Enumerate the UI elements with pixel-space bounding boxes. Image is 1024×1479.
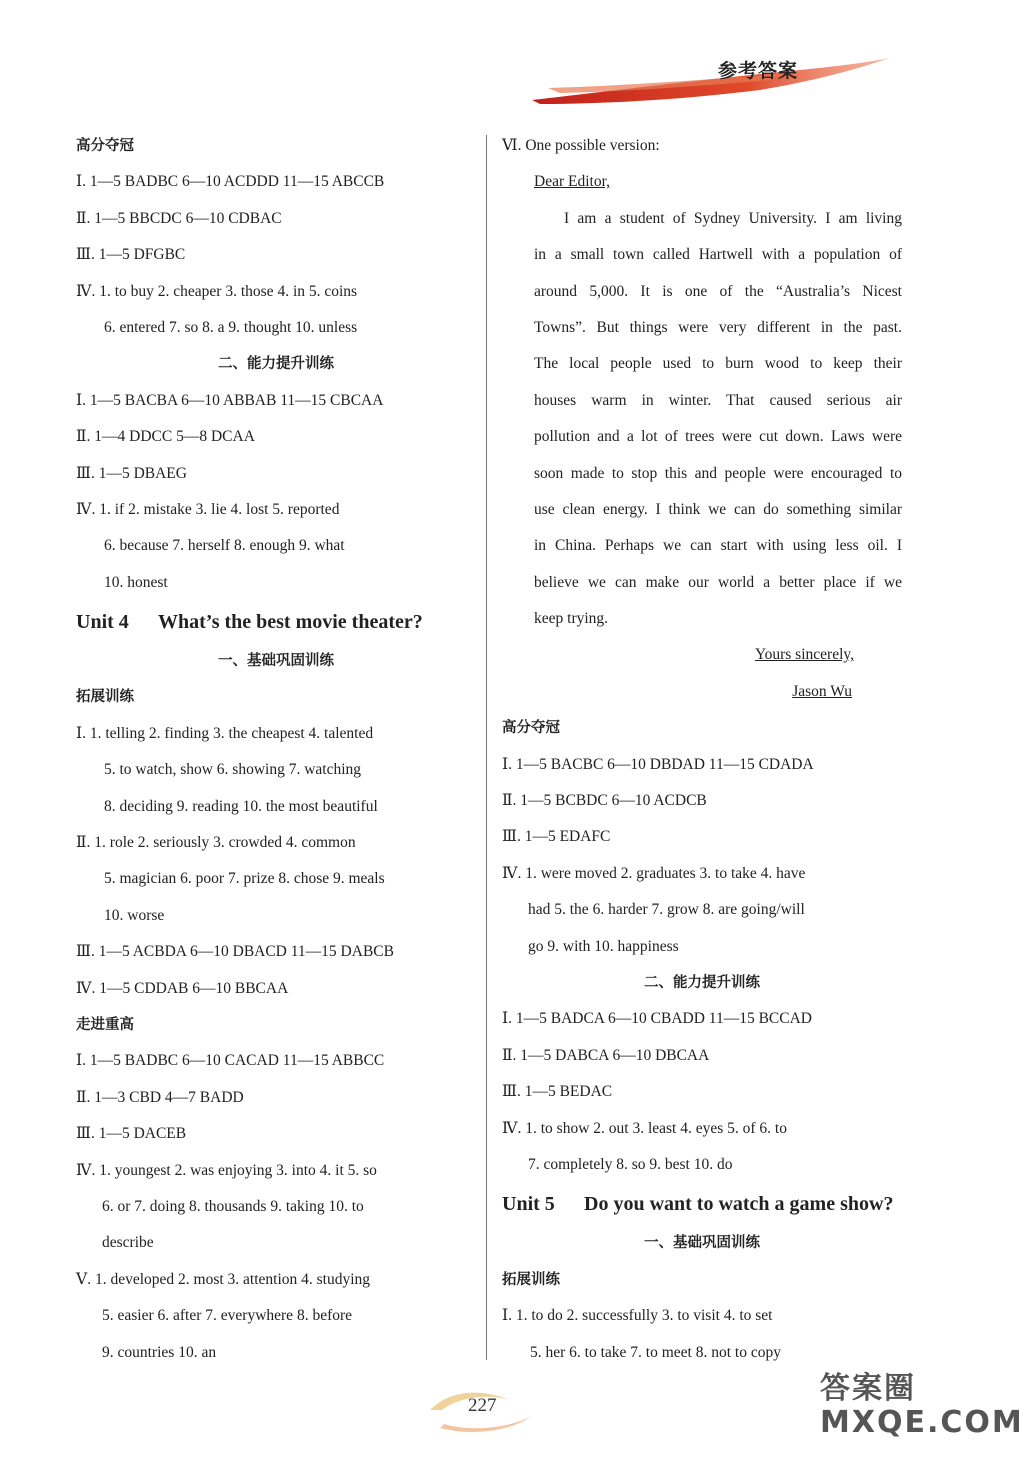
answer-row: Ⅰ. 1—5 BADCA 6—10 CBADD 11—15 BCCAD (502, 1010, 812, 1028)
section-label: 拓展训练 (502, 1271, 560, 1288)
letter-line: use clean energy. I think we can do something similar (534, 500, 902, 518)
answer-row: Ⅳ. 1—5 CDDAB 6—10 BBCAA (76, 979, 289, 997)
subsection-heading: 一、基础巩固训练 (644, 1235, 760, 1252)
answer-row-continued: 5. her 6. to take 7. to meet 8. not to copy (530, 1343, 781, 1361)
right-column (502, 128, 902, 1371)
answer-row-continued: 6. because 7. herself 8. enough 9. what (104, 537, 345, 555)
section-label: 高分夺冠 (76, 138, 134, 154)
answer-row-continued: 6. or 7. doing 8. thousands 9. taking 10. to (102, 1197, 364, 1215)
answer-row: Ⅲ. 1—5 DACEB (76, 1125, 187, 1143)
column-divider (486, 135, 487, 1360)
page-header (0, 0, 1000, 130)
answer-row: Ⅱ. 1—3 CBD 4—7 BADD (76, 1088, 244, 1106)
unit-heading (502, 1183, 902, 1225)
letter-line: around 5,000. It is one of the “Australia’s Nicest (534, 282, 902, 300)
answer-row: Ⅲ. 1—5 ACBDA 6—10 DBACD 11—15 DABCB (76, 943, 394, 961)
answer-row: Ⅰ. 1. to do 2. successfully 3. to visit 4. to set (502, 1307, 773, 1325)
unit-title: What’s the best movie theater? (158, 611, 423, 634)
letter-line: keep trying. (534, 610, 609, 628)
answer-row: Ⅰ. 1—5 BACBC 6—10 DBDAD 11—15 CDADA (502, 755, 814, 773)
answer-row-continued: 9. countries 10. an (102, 1343, 217, 1361)
section-label: 走进重高 (76, 1016, 134, 1033)
letter-line: houses warm in winter. That caused serious air (534, 391, 902, 409)
section-label: 高分夺冠 (502, 720, 560, 737)
watermark (820, 1372, 1024, 1440)
unit-number: Unit 5 (502, 1193, 555, 1216)
subsection-heading: 二、能力提升训练 (218, 356, 334, 373)
answer-row: Ⅰ. 1—5 BACBA 6—10 ABBAB 11—15 CBCAA (76, 391, 384, 409)
answer-row: Ⅴ. 1. developed 2. most 3. attention 4. studying (76, 1270, 371, 1288)
answer-row-continued: 10. worse (104, 906, 165, 924)
answer-row: Ⅳ. 1. to show 2. out 3. least 4. eyes 5. of 6. to (502, 1119, 787, 1137)
answer-row: Ⅰ. 1—5 BADBC 6—10 ACDDD 11—15 ABCCB (76, 173, 385, 191)
answer-row: Ⅱ. 1—5 BCBDC 6—10 ACDCB (502, 792, 707, 810)
letter-closing: Yours sincerely, (754, 646, 854, 664)
answer-row: Ⅳ. 1. to buy 2. cheaper 3. those 4. in 5. coins (76, 282, 358, 300)
letter-line: pollution and a lot of trees were cut down. Laws were (534, 428, 902, 446)
unit-number: Unit 4 (76, 611, 129, 634)
letter-line: in China. Perhaps we can start with using less oil. I (534, 537, 902, 555)
left-column (76, 128, 476, 1371)
answer-row: Ⅱ. 1. role 2. seriously 3. crowded 4. common (76, 834, 356, 852)
page-number-ornament (420, 1380, 540, 1440)
subsection-heading: 一、基础巩固训练 (218, 653, 334, 670)
answer-row: Ⅲ. 1—5 EDAFC (502, 828, 611, 846)
answer-row: Ⅳ. 1. youngest 2. was enjoying 3. into 4. it 5. so (76, 1161, 377, 1179)
answer-row: Ⅲ. 1—5 BEDAC (502, 1083, 613, 1101)
watermark-line1: 答案圈 (820, 1371, 916, 1406)
letter-line: in a small town called Hartwell with a population of (534, 246, 902, 264)
answer-row-continued: 8. deciding 9. reading 10. the most beautiful (104, 797, 378, 815)
letter-line: The local people used to burn wood to keep their (534, 355, 902, 373)
answer-row-continued: 7. completely 8. so 9. best 10. do (528, 1155, 733, 1173)
letter-line: Towns”. But things were very different in the past. (534, 318, 902, 336)
subsection-heading: 二、能力提升训练 (644, 974, 760, 991)
answer-row-continued: 5. easier 6. after 7. everywhere 8. before (102, 1307, 353, 1325)
answer-row-continued: 6. entered 7. so 8. a 9. thought 10. unless (104, 318, 358, 336)
answer-row: Ⅰ. 1—5 BADBC 6—10 CACAD 11—15 ABBCC (76, 1052, 385, 1070)
answer-row-continued: 5. magician 6. poor 7. prize 8. chose 9. meals (104, 870, 385, 888)
letter-line: I am a student of Sydney University. I am living (564, 209, 902, 227)
letter-signature: Jason Wu (792, 682, 852, 700)
answer-row: Ⅱ. 1—5 BBCDC 6—10 CDBAC (76, 209, 282, 227)
unit-title: Do you want to watch a game show? (584, 1193, 894, 1216)
answer-row-continued: 5. to watch, show 6. showing 7. watching (104, 761, 362, 779)
answer-row-continued: 10. honest (104, 573, 168, 591)
answer-row-continued: describe (102, 1234, 154, 1252)
unit-heading (76, 601, 476, 643)
answer-row: Ⅳ. 1. were moved 2. graduates 3. to take 4. have (502, 864, 806, 882)
answer-row: Ⅱ. 1—5 DABCA 6—10 DBCAA (502, 1046, 710, 1064)
header-title: 参考答案 (718, 60, 799, 82)
answer-row: Ⅱ. 1—4 DDCC 5—8 DCAA (76, 428, 255, 446)
letter-line: soon made to stop this and people were encouraged to (534, 464, 902, 482)
answer-row: Ⅳ. 1. if 2. mistake 3. lie 4. lost 5. reported (76, 500, 340, 518)
watermark-line2: MXQE.COM (820, 1405, 1024, 1440)
answer-row-continued: had 5. the 6. harder 7. grow 8. are going/will (528, 901, 805, 919)
answer-row: Ⅵ. One possible version: (502, 137, 660, 154)
answer-row-continued: go 9. with 10. happiness (528, 937, 679, 955)
answer-row: Ⅰ. 1. telling 2. finding 3. the cheapest 4. talented (76, 724, 374, 742)
letter-line: believe we can make our world a better place if we (534, 573, 902, 591)
answer-row: Ⅲ. 1—5 DBAEG (76, 464, 187, 482)
page-number: 227 (468, 1395, 497, 1416)
section-label: 拓展训练 (76, 689, 134, 706)
letter-salutation: Dear Editor, (534, 173, 610, 191)
answer-row: Ⅲ. 1—5 DFGBC (76, 246, 186, 264)
brush-stroke-decoration (0, 0, 1000, 130)
